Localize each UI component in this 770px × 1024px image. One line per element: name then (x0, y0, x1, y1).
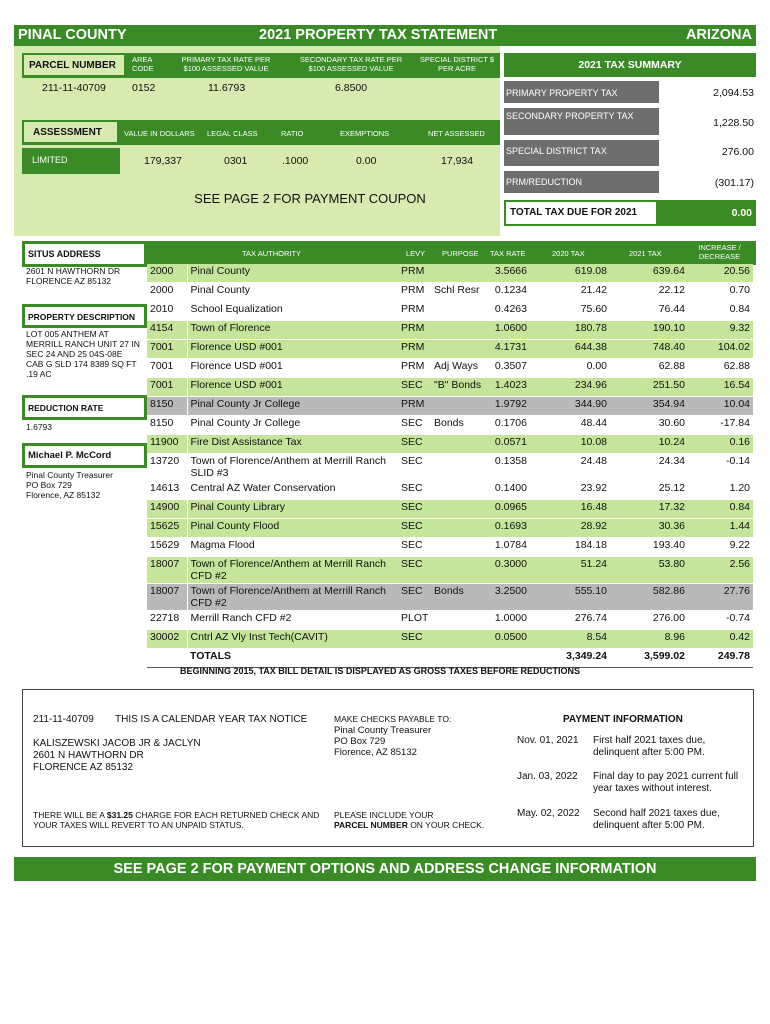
authority-code: 2000 (147, 283, 187, 302)
net-assessed: 17,934 (441, 155, 474, 167)
secondary-rate-label: SECONDARY TAX RATE PER $100 ASSESSED VALUE (299, 55, 403, 73)
tax-2021: 17.32 (610, 500, 688, 519)
levy-type: PRM (398, 283, 431, 302)
tax-2020: 28.92 (530, 519, 610, 538)
legal-class: 0301 (224, 155, 248, 167)
levy-type: SEC (398, 481, 431, 500)
table-row (147, 630, 753, 649)
levy-type: PRM (398, 340, 431, 359)
tax-2020: 21.42 (530, 283, 610, 302)
summary-row-label: SECONDARY PROPERTY TAX (506, 111, 634, 121)
treasurer-name: Michael P. McCord (25, 446, 144, 465)
summary-row (504, 171, 659, 193)
table-row (147, 302, 753, 321)
tax-change: 16.54 (688, 378, 753, 397)
tax-change: -17.84 (688, 416, 753, 435)
purpose (431, 397, 485, 416)
payment-text: First half 2021 taxes due, delinquent after 5:00 PM. (593, 735, 706, 758)
property-desc-label-box (22, 304, 147, 328)
exemptions: 0.00 (356, 155, 377, 167)
authority-name: Town of Florence (187, 321, 398, 340)
property-desc-label: PROPERTY DESCRIPTION (25, 307, 144, 325)
table-row (147, 611, 753, 630)
table-row (147, 397, 753, 416)
tax-2020: 23.92 (530, 481, 610, 500)
tax-rate: 0.0571 (485, 435, 530, 454)
include-b: PARCEL NUMBER (334, 820, 408, 830)
table-row (147, 584, 753, 611)
payable-box: PO Box 729 (334, 736, 386, 747)
returned-b: CHARGE FOR EACH RETURNED CHECK AND YOUR TAXES WILL REVERT TO AN UNPAID STATUS. (33, 810, 320, 830)
authority-name: Florence USD #001 (187, 340, 398, 359)
tax-2020: 51.24 (530, 557, 610, 584)
gross-note: BEGINNING 2015, TAX BILL DETAIL IS DISPLAYED AS GROSS TAXES BEFORE REDUCTIONS (179, 666, 581, 676)
purpose (431, 302, 485, 321)
tax-2020: 644.38 (530, 340, 610, 359)
payable-block (334, 714, 451, 758)
tax-rate: 0.1400 (485, 481, 530, 500)
tax-change: 9.22 (688, 538, 753, 557)
treasurer-label-box (22, 443, 147, 468)
authority-code: 18007 (147, 584, 187, 611)
summary-total-row (504, 200, 756, 226)
authority-code: 14613 (147, 481, 187, 500)
authority-name: Town of Florence/Anthem at Merrill Ranch SLID #3 (187, 454, 398, 481)
levy-type: PRM (398, 302, 431, 321)
coupon-note: SEE PAGE 2 FOR PAYMENT COUPON (194, 191, 426, 206)
authority-code: 18007 (147, 557, 187, 584)
treasurer-city: Florence, AZ 85132 (26, 490, 101, 500)
tax-2021: 10.24 (610, 435, 688, 454)
table-row (147, 321, 753, 340)
tax-change: -0.14 (688, 454, 753, 481)
table-row (147, 416, 753, 435)
purpose (431, 340, 485, 359)
authority-name: Pinal County Flood (187, 519, 398, 538)
tax-2020: 10.08 (530, 435, 610, 454)
authority-code: 7001 (147, 359, 187, 378)
tax-rate: 0.1234 (485, 283, 530, 302)
tax-change: 1.20 (688, 481, 753, 500)
tax-rate: 4.1731 (485, 340, 530, 359)
secondary-rate: 6.8500 (335, 82, 368, 94)
tax-2020: 344.90 (530, 397, 610, 416)
authority-name: Cntrl AZ Vly Inst Tech(CAVIT) (187, 630, 398, 649)
treasurer-title: Pinal County Treasurer (26, 470, 113, 480)
parcel-number-label: PARCEL NUMBER (24, 55, 124, 75)
returned-a: THERE WILL BE A (33, 810, 107, 820)
authority-name: Fire Dist Assistance Tax (187, 435, 398, 454)
assessment-label: ASSESSMENT (24, 122, 117, 142)
levy-type: SEC (398, 630, 431, 649)
tax-2020: 16.48 (530, 500, 610, 519)
summary-row (504, 81, 659, 103)
returned-check-note (33, 810, 323, 830)
summary-row-value: 1,228.50 (713, 117, 754, 129)
statement-title: 2021 PROPERTY TAX STATEMENT (259, 27, 498, 43)
tax-2021: 354.94 (610, 397, 688, 416)
totals-label: TOTALS (187, 649, 398, 668)
col-authority: TAX AUTHORITY (242, 249, 302, 258)
reduction-label-box (22, 395, 147, 420)
tax-rate: 0.1693 (485, 519, 530, 538)
tax-rate: 1.0784 (485, 538, 530, 557)
tax-change: 0.16 (688, 435, 753, 454)
levy-type: SEC (398, 435, 431, 454)
levy-type: PLOT (398, 611, 431, 630)
tax-2020: 75.60 (530, 302, 610, 321)
tax-change: 1.44 (688, 519, 753, 538)
tax-rate: 0.1706 (485, 416, 530, 435)
summary-row-value: 2,094.53 (713, 87, 754, 99)
calendar-notice: THIS IS A CALENDAR YEAR TAX NOTICE (115, 714, 308, 725)
levy-type: SEC (398, 519, 431, 538)
levy-type: SEC (398, 557, 431, 584)
owner-address: 2601 N HAWTHORN DR (33, 750, 144, 761)
authority-code: 22718 (147, 611, 187, 630)
totals-cell (147, 649, 187, 668)
owner-name: KALISZEWSKI JACOB JR & JACLYN (33, 738, 201, 749)
tax-rate: 0.3000 (485, 557, 530, 584)
purpose (431, 557, 485, 584)
summary-row-label: SPECIAL DISTRICT TAX (506, 146, 607, 156)
levy-type: SEC (398, 500, 431, 519)
payment-date: May. 02, 2022 (517, 808, 580, 819)
authority-code: 8150 (147, 397, 187, 416)
authority-code: 8150 (147, 416, 187, 435)
table-row (147, 359, 753, 378)
owner-block (33, 738, 201, 774)
tax-rate: 0.0500 (485, 630, 530, 649)
purpose: "B" Bonds (431, 378, 485, 397)
tax-2021: 22.12 (610, 283, 688, 302)
purpose: Bonds (431, 584, 485, 611)
authority-code: 2000 (147, 264, 187, 283)
tax-change: 9.32 (688, 321, 753, 340)
tax-change: 62.88 (688, 359, 753, 378)
col-rate: TAX RATE (490, 249, 526, 258)
authority-name: Merrill Ranch CFD #2 (187, 611, 398, 630)
reduction-label: REDUCTION RATE (25, 398, 144, 417)
property-description: LOT 005 ANTHEM AT MERRILL RANCH UNIT 27 IN SEC 24 AND 25 04S-08E CAB G SLD 174 8389 SQ FT .19 AC (26, 329, 140, 379)
footer-bar (14, 857, 756, 881)
table-row (147, 481, 753, 500)
col-2020: 2020 TAX (552, 249, 585, 258)
payable-city: Florence, AZ 85132 (334, 747, 417, 758)
levy-type: PRM (398, 321, 431, 340)
summary-row-value: 276.00 (721, 146, 754, 158)
header-bar (14, 25, 756, 46)
tax-2020: 184.18 (530, 538, 610, 557)
authority-code: 7001 (147, 340, 187, 359)
assessment-type: LIMITED (32, 155, 68, 165)
total-2020: 3,349.24 (530, 649, 610, 668)
tax-2020: 180.78 (530, 321, 610, 340)
primary-rate: 11.6793 (208, 82, 246, 94)
reduction-rate: 1.6793 (26, 422, 52, 432)
col-levy: LEVY (406, 249, 426, 258)
totals-cell (485, 649, 530, 668)
summary-row-value: (301.17) (714, 177, 754, 189)
levy-type: SEC (398, 378, 431, 397)
tax-rate: 0.4263 (485, 302, 530, 321)
tax-change: 27.76 (688, 584, 753, 611)
tax-change: -0.74 (688, 611, 753, 630)
col-2021: 2021 TAX (629, 249, 662, 258)
tax-2021: 582.86 (610, 584, 688, 611)
tax-2021: 25.12 (610, 481, 688, 500)
tax-2021: 251.50 (610, 378, 688, 397)
tax-2021: 193.40 (610, 538, 688, 557)
include-c: ON YOUR CHECK. (407, 820, 485, 830)
tax-change: 104.02 (688, 340, 753, 359)
purpose (431, 264, 485, 283)
footer-text: SEE PAGE 2 FOR PAYMENT OPTIONS AND ADDRESS CHANGE INFORMATION (113, 861, 657, 877)
total-due-label: TOTAL TAX DUE FOR 2021 (506, 202, 656, 224)
notice-parcel: 211-11-40709 (33, 714, 94, 725)
purpose (431, 435, 485, 454)
ratio-label: RATIO (281, 129, 304, 138)
tax-rate: 0.0965 (485, 500, 530, 519)
tax-2021: 8.96 (610, 630, 688, 649)
table-row (147, 378, 753, 397)
tax-2021: 62.88 (610, 359, 688, 378)
purpose (431, 321, 485, 340)
authority-name: Florence USD #001 (187, 359, 398, 378)
col-change: INCREASE / DECREASE (698, 243, 741, 261)
tax-rate: 3.2500 (485, 584, 530, 611)
purpose: Adj Ways (431, 359, 485, 378)
tax-rate: 0.1358 (485, 454, 530, 481)
tax-change: 20.56 (688, 264, 753, 283)
levy-type: SEC (398, 454, 431, 481)
value-label: VALUE IN DOLLARS (124, 129, 195, 138)
summary-row (504, 108, 659, 135)
tax-2021: 639.64 (610, 264, 688, 283)
treasurer-box: PO Box 729 (26, 480, 72, 490)
ratio: .1000 (282, 155, 309, 167)
table-row (147, 435, 753, 454)
payment-date: Jan. 03, 2022 (517, 771, 578, 782)
payment-text: Second half 2021 taxes due, delinquent after 5:00 PM. (593, 808, 720, 831)
authority-name: Pinal County Jr College (187, 397, 398, 416)
situs-label: SITUS ADDRESS (25, 244, 144, 264)
table-row (147, 340, 753, 359)
payment-date: Nov. 01, 2021 (517, 735, 579, 746)
tax-2020: 8.54 (530, 630, 610, 649)
purpose (431, 630, 485, 649)
authority-name: Florence USD #001 (187, 378, 398, 397)
authority-code: 15625 (147, 519, 187, 538)
tax-2020: 619.08 (530, 264, 610, 283)
authority-name: Pinal County Jr College (187, 416, 398, 435)
tax-2021: 76.44 (610, 302, 688, 321)
assessment-type-box (22, 148, 120, 174)
purpose (431, 454, 485, 481)
totals-cell (431, 649, 485, 668)
tax-2020: 24.48 (530, 454, 610, 481)
tax-change: 10.04 (688, 397, 753, 416)
authority-name: Central AZ Water Conservation (187, 481, 398, 500)
table-header (147, 241, 756, 265)
authority-code: 13720 (147, 454, 187, 481)
authority-code: 2010 (147, 302, 187, 321)
purpose (431, 500, 485, 519)
tax-change: 2.56 (688, 557, 753, 584)
situs-address: 2601 N HAWTHORN DR FLORENCE AZ 85132 (26, 266, 121, 286)
purpose (431, 611, 485, 630)
tax-change: 0.42 (688, 630, 753, 649)
purpose (431, 519, 485, 538)
authority-code: 4154 (147, 321, 187, 340)
net-assessed-label: NET ASSESSED (428, 129, 485, 138)
special-district-label: SPECIAL DISTRICT $ PER ACRE (419, 55, 495, 73)
total-due-value: 0.00 (731, 207, 752, 219)
authority-name: Pinal County (187, 283, 398, 302)
table-row (147, 557, 753, 584)
state-name: ARIZONA (685, 27, 752, 43)
authority-code: 14900 (147, 500, 187, 519)
total-change: 249.78 (688, 649, 753, 668)
tax-rate: 1.0600 (485, 321, 530, 340)
authority-code: 15629 (147, 538, 187, 557)
tax-2021: 748.40 (610, 340, 688, 359)
payment-text: Final day to pay 2021 current full year taxes without interest. (593, 771, 739, 794)
tax-rate: 3.5666 (485, 264, 530, 283)
table-row (147, 538, 753, 557)
totals-cell (398, 649, 431, 668)
authority-name: School Equalization (187, 302, 398, 321)
authority-name: Town of Florence/Anthem at Merrill Ranch CFD #2 (187, 557, 398, 584)
tax-2020: 234.96 (530, 378, 610, 397)
tax-rate: 0.3507 (485, 359, 530, 378)
tax-rate: 1.4023 (485, 378, 530, 397)
table-row (147, 264, 753, 283)
levy-type: SEC (398, 538, 431, 557)
returned-amount: $31.25 (106, 810, 133, 820)
table-row (147, 519, 753, 538)
tax-authority-table (147, 264, 753, 668)
tax-2021: 30.36 (610, 519, 688, 538)
area-code-label: AREA CODE (132, 55, 154, 73)
tax-summary (504, 53, 756, 228)
purpose (431, 481, 485, 500)
levy-type: PRM (398, 397, 431, 416)
totals-row (147, 649, 753, 668)
authority-code: 30002 (147, 630, 187, 649)
authority-name: Pinal County Library (187, 500, 398, 519)
table-row (147, 283, 753, 302)
legal-class-label: LEGAL CLASS (207, 129, 258, 138)
tax-2020: 555.10 (530, 584, 610, 611)
authority-name: Pinal County (187, 264, 398, 283)
exemptions-label: EXEMPTIONS (340, 129, 390, 138)
owner-city: FLORENCE AZ 85132 (33, 762, 134, 773)
treasurer-address (26, 470, 113, 500)
tax-2021: 190.10 (610, 321, 688, 340)
tax-change: 0.84 (688, 302, 753, 321)
area-code: 0152 (132, 82, 156, 94)
col-purpose: PURPOSE (442, 249, 479, 258)
notice-box (22, 689, 754, 847)
tax-2021: 30.60 (610, 416, 688, 435)
purpose: Bonds (431, 416, 485, 435)
tax-2020: 0.00 (530, 359, 610, 378)
purpose (431, 538, 485, 557)
tax-change: 0.84 (688, 500, 753, 519)
payment-info-title: PAYMENT INFORMATION (563, 714, 683, 725)
summary-row-label: PRIMARY PROPERTY TAX (506, 88, 618, 98)
levy-type: SEC (398, 416, 431, 435)
total-2021: 3,599.02 (610, 649, 688, 668)
summary-row (504, 140, 659, 166)
tax-2021: 53.80 (610, 557, 688, 584)
tax-change: 0.70 (688, 283, 753, 302)
summary-title: 2021 TAX SUMMARY (504, 53, 756, 77)
tax-2021: 276.00 (610, 611, 688, 630)
levy-type: SEC (398, 584, 431, 611)
payable-name: Pinal County Treasurer (334, 725, 432, 736)
authority-name: Town of Florence/Anthem at Merrill Ranch CFD #2 (187, 584, 398, 611)
summary-row-label: PRM/REDUCTION (506, 177, 582, 187)
include-a: PLEASE INCLUDE YOUR (334, 810, 434, 820)
tax-rate: 1.0000 (485, 611, 530, 630)
levy-type: PRM (398, 264, 431, 283)
tax-rate: 1.9792 (485, 397, 530, 416)
primary-rate-label: PRIMARY TAX RATE PER $100 ASSESSED VALUE (181, 55, 271, 73)
include-note (334, 810, 484, 830)
assessed-value: 179,337 (144, 155, 182, 167)
table-row (147, 454, 753, 481)
authority-code: 11900 (147, 435, 187, 454)
levy-type: PRM (398, 359, 431, 378)
tax-2021: 24.34 (610, 454, 688, 481)
tax-2020: 276.74 (530, 611, 610, 630)
authority-name: Magma Flood (187, 538, 398, 557)
situs-label-box (22, 241, 147, 267)
authority-code: 7001 (147, 378, 187, 397)
purpose: Schl Resr (431, 283, 485, 302)
payable-label: MAKE CHECKS PAYABLE TO: (334, 714, 452, 724)
tax-2020: 48.44 (530, 416, 610, 435)
table-row (147, 500, 753, 519)
parcel-number: 211-11-40709 (42, 82, 106, 94)
county-name: PINAL COUNTY (18, 27, 127, 43)
